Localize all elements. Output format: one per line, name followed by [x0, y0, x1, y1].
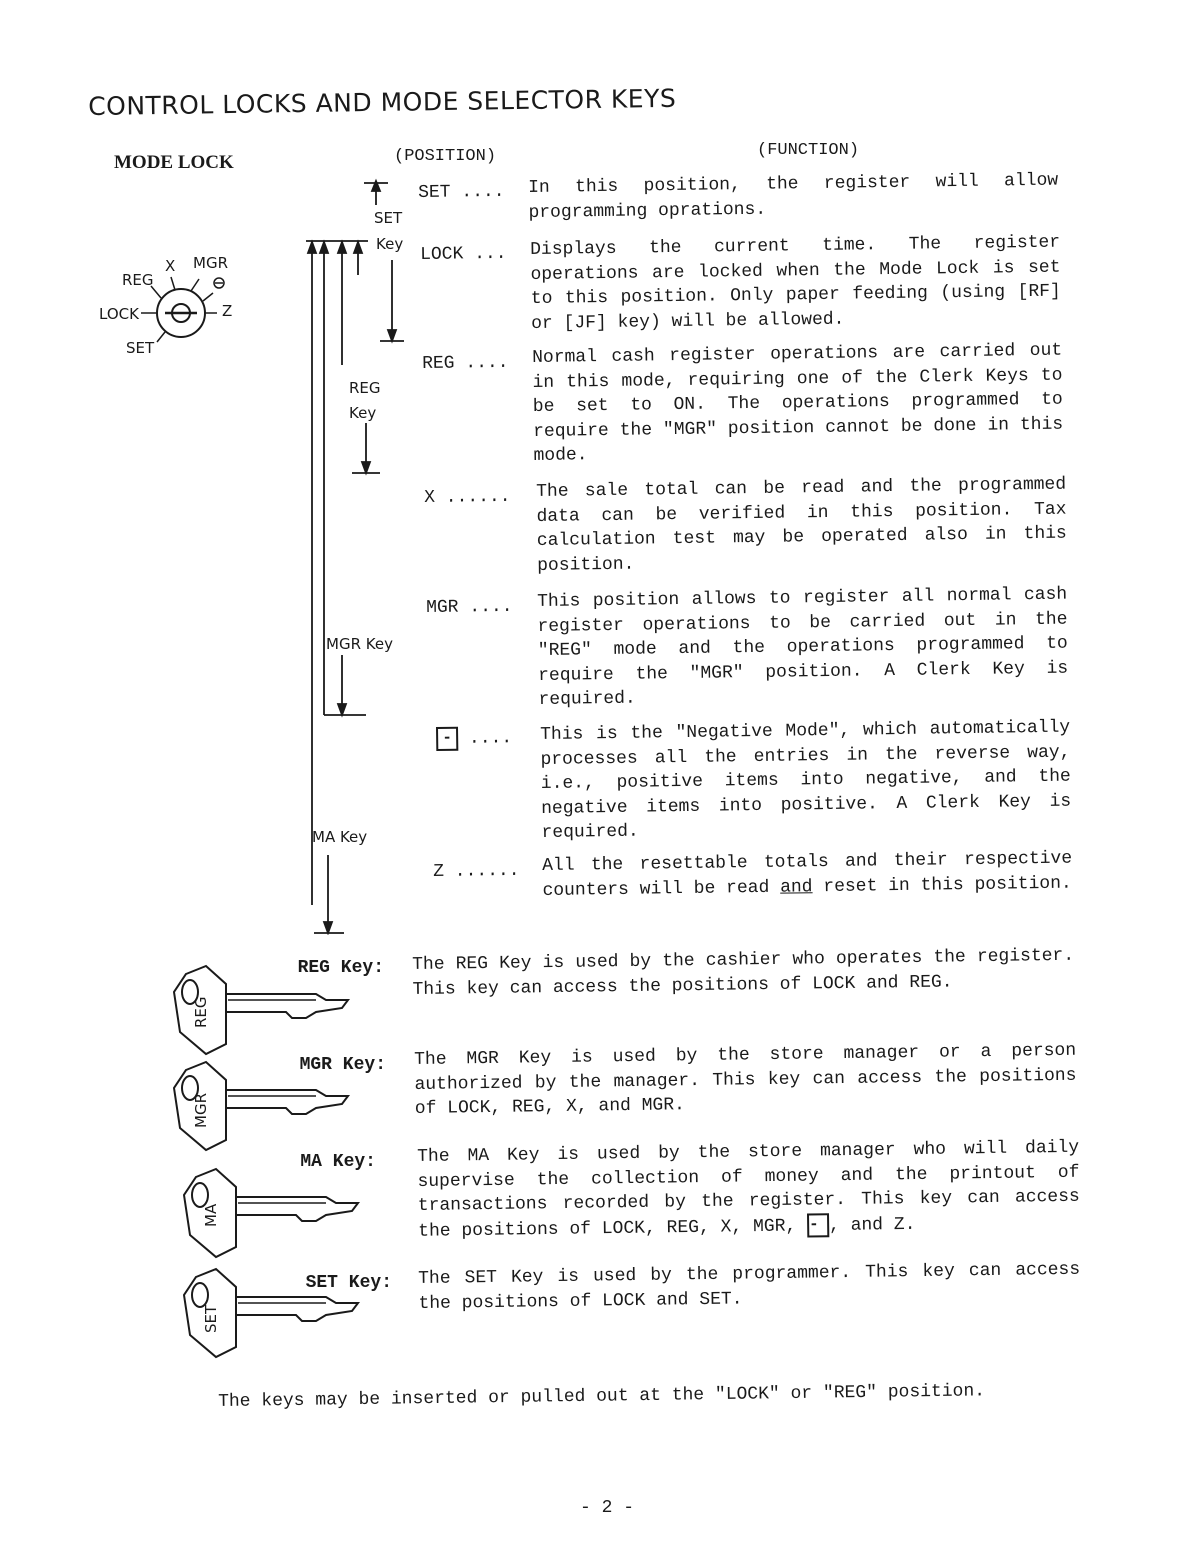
svg-text:REG: REG [192, 996, 210, 1028]
function-reg: Normal cash register operations are carried out in this mode, requiring one of the Clerk Keys to be set to ON. The operations programmed to require the "MGR" position cannot be done in this mode. [532, 340, 1064, 466]
function-negative: This is the "Negative Mode", which automatically processes all the entries in the reverse way, i.e., positive items into negative, and the negative items into positive. A Clerk Key is required. [540, 717, 1072, 843]
key-range-diagram [300, 175, 410, 935]
mode-lock-label: MODE LOCK [114, 152, 234, 173]
svg-text:MA: MA [202, 1203, 220, 1227]
position-x: X ...... [424, 486, 511, 508]
position-set: SET .... [418, 181, 505, 203]
dial-label-reg: REG [122, 271, 154, 289]
dial-label-z: Z [222, 302, 233, 320]
position-reg: REG .... [422, 352, 509, 374]
negative-mode-symbol-inline: - [807, 1213, 829, 1237]
ma-key-range-label: MA Key [312, 828, 368, 846]
position-z: Z ...... [433, 860, 520, 882]
page-number: - 2 - [580, 1498, 635, 1518]
function-z: All the resettable totals and their respective counters will be read and reset in this position. [542, 848, 1073, 901]
reg-key-label: REG Key: [297, 958, 384, 978]
dial-label-set: SET [126, 339, 155, 357]
ma-key-description: The MA Key is used by the store manager who will daily supervise the collection of money and the printout of transactions recorded by the register. This key can access the positions of LOCK, REG, X, MGR, - , and Z. [417, 1137, 1080, 1242]
reg-key-range-label-a: REG [349, 379, 381, 397]
mgr-key-range-label: MGR Key [326, 635, 393, 653]
function-set: In this position, the register will allow programming oprations. [528, 170, 1059, 223]
set-key-description: The SET Key is used by the programmer. This key can access the positions of LOCK and SET. [418, 1259, 1081, 1314]
function-header: (FUNCTION) [757, 141, 860, 160]
reg-key-description: The REG Key is used by the cashier who operates the register. This key can access the positions of LOCK and REG. [412, 945, 1075, 1000]
set-key-range-label-b: Key [376, 235, 404, 253]
ma-key-icon [176, 1165, 366, 1265]
dial-label-lock: LOCK [99, 305, 139, 323]
function-mgr: This position allows to register all normal cash register operations to be carried out in the "REG" mode and the operations programmed to require the "MGR" position. A Clerk Key is required. [537, 584, 1069, 710]
set-key-label: SET Key: [305, 1273, 392, 1293]
negative-mode-symbol: - [436, 727, 458, 751]
mgr-key-label: MGR Key: [299, 1055, 386, 1075]
ma-key-label: MA Key: [300, 1152, 376, 1172]
page-title: CONTROL LOCKS AND MODE SELECTOR KEYS [88, 83, 677, 121]
mgr-key-description: The MGR Key is used by the store manager or a person authorized by the manager. This key can access the positions of LOCK, REG, X, and MGR. [414, 1040, 1077, 1119]
svg-text:MGR: MGR [192, 1093, 210, 1128]
function-lock: Displays the current time. The register operations are locked when the Mode Lock is set to this position. Only paper feeding (using [RF] or [JF] key) will be allowed. [530, 232, 1061, 334]
set-key-range-label-a: SET [374, 209, 403, 227]
position-header: (POSITION) [394, 147, 497, 166]
function-x: The sale total can be read and the programmed data can be verified in this position. Tax calculation test may be operated also in this position. [536, 474, 1067, 576]
footer-note: The keys may be inserted or pulled out at the "LOCK" or "REG" position. [218, 1381, 986, 1412]
dial-label-x: X [165, 257, 176, 275]
position-mgr: MGR .... [426, 596, 513, 618]
dial-label-mgr: MGR [193, 254, 228, 272]
position-negative: - .... [436, 726, 512, 751]
position-lock: LOCK ... [420, 243, 507, 265]
svg-text:SET: SET [202, 1304, 220, 1333]
reg-key-range-label-b: Key [349, 404, 377, 422]
